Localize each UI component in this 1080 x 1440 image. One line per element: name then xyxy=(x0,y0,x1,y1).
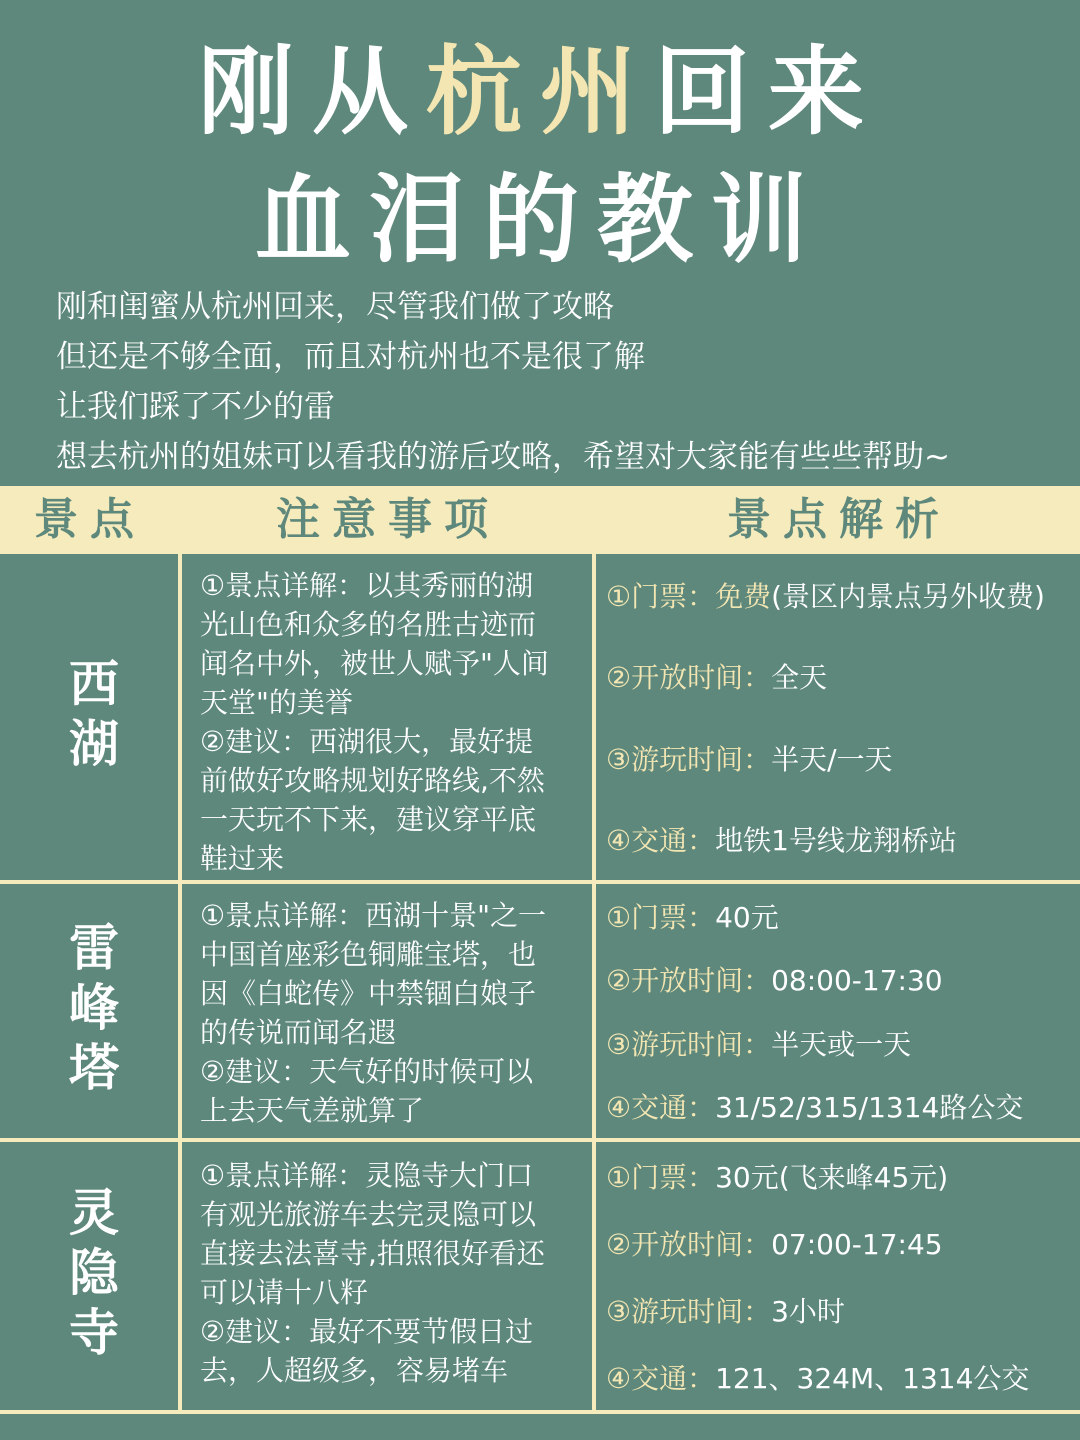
info-key: ②开放时间： xyxy=(606,661,772,695)
notes-line: ①景点详解：灵隐寺大门口 xyxy=(200,1159,534,1192)
info-value: 免费 xyxy=(715,579,772,613)
info-value: 08:00-17:30 xyxy=(771,964,943,998)
notes-line: 直接去法喜寺,拍照很好看还 xyxy=(200,1237,545,1270)
row-notes xyxy=(200,896,578,1130)
info-hours xyxy=(606,1223,1076,1263)
info-ticket xyxy=(606,1156,1076,1196)
row-info xyxy=(606,1142,1076,1410)
intro-text xyxy=(56,282,1056,482)
info-duration xyxy=(606,1290,1076,1330)
row-divider xyxy=(0,1410,1080,1414)
column-divider xyxy=(592,554,596,1414)
info-key: ③游玩时间： xyxy=(606,742,772,776)
info-transport xyxy=(606,1357,1076,1397)
info-value: 40元 xyxy=(715,900,779,934)
info-key: ④交通： xyxy=(606,1361,716,1395)
notes-line: 光山色和众多的名胜古迹而 xyxy=(200,608,537,641)
notes-line: ②建议：最好不要节假日过 xyxy=(200,1315,534,1348)
info-hours xyxy=(606,959,1076,999)
intro-line: 想去杭州的姐妹可以看我的游后攻略，希望对大家能有些些帮助~ xyxy=(56,439,950,475)
attractions-table xyxy=(0,554,1080,1414)
info-key: ④交通： xyxy=(606,824,716,858)
notes-line: ①景点详解：以其秀丽的湖 xyxy=(200,569,534,602)
notes-line: 鞋过来 xyxy=(200,842,285,875)
intro-line: 但还是不够全面，而且对杭州也不是很了解 xyxy=(56,339,645,375)
info-duration xyxy=(606,1023,1076,1063)
info-value: 地铁1号线龙翔桥站 xyxy=(715,824,957,858)
intro-line: 刚和闺蜜从杭州回来，尽管我们做了攻略 xyxy=(56,289,614,325)
info-key: ④交通： xyxy=(606,1091,716,1125)
title-highlight: 杭州 xyxy=(426,36,654,148)
title-part-pre: 刚从 xyxy=(198,36,426,148)
info-key: ③游玩时间： xyxy=(606,1027,772,1061)
info-value-note: (景区内景点另外收费) xyxy=(771,579,1045,613)
title-part-post: 回来 xyxy=(654,36,882,148)
notes-line: ②建议：天气好的时候可以 xyxy=(200,1055,534,1088)
info-transport xyxy=(606,819,1076,859)
info-value: 31/52/315/1314路公交 xyxy=(715,1091,1024,1125)
table-header xyxy=(0,486,1080,554)
info-value: 3小时 xyxy=(771,1294,845,1328)
notes-line: 因《白蛇传》中禁锢白娘子 xyxy=(200,977,537,1010)
info-duration xyxy=(606,738,1076,778)
table-row-spot xyxy=(0,554,180,880)
notes-line: ①景点详解：西湖十景"之一 xyxy=(200,899,546,932)
page-title-line1 xyxy=(0,36,1080,148)
info-ticket xyxy=(606,896,1076,936)
info-value: 121、324M、1314公交 xyxy=(715,1361,1030,1395)
row-info xyxy=(606,554,1076,880)
row-info xyxy=(606,884,1076,1138)
intro-line: 让我们踩了不少的雷 xyxy=(56,389,335,425)
table-row-spot xyxy=(0,884,180,1138)
spot-name: 雷峰塔 xyxy=(61,921,119,1101)
spot-name: 灵隐寺 xyxy=(61,1186,119,1366)
info-key: ②开放时间： xyxy=(606,964,772,998)
notes-line: 上去天气差就算了 xyxy=(200,1094,425,1127)
notes-line: 的传说而闻名遐 xyxy=(200,1016,397,1049)
row-notes xyxy=(200,566,578,878)
info-transport xyxy=(606,1086,1076,1126)
info-value: 07:00-17:45 xyxy=(771,1227,943,1261)
info-key: ②开放时间： xyxy=(606,1227,772,1261)
notes-line: 中国首座彩色铜雕宝塔，也 xyxy=(200,938,537,971)
header-analysis: 景点解析 xyxy=(727,494,951,545)
info-value: 全天 xyxy=(771,661,828,695)
header-notes: 注意事项 xyxy=(276,494,500,545)
info-hours xyxy=(606,656,1076,696)
info-key: ①门票： xyxy=(606,579,716,613)
notes-line: 一天玩不下来，建议穿平底 xyxy=(200,803,537,836)
info-ticket xyxy=(606,575,1076,615)
notes-line: 前做好攻略规划好路线,不然 xyxy=(200,764,545,797)
header-spot: 景点 xyxy=(34,494,146,545)
info-value: 半天/一天 xyxy=(771,742,893,776)
info-value: 半天或一天 xyxy=(771,1027,912,1061)
info-key: ③游玩时间： xyxy=(606,1294,772,1328)
notes-line: 去，人超级多，容易堵车 xyxy=(200,1354,509,1387)
info-value: 30元(飞来峰45元) xyxy=(715,1160,949,1194)
notes-line: 有观光旅游车去完灵隐可以 xyxy=(200,1198,537,1231)
row-notes xyxy=(200,1156,578,1390)
page-title-line2: 血泪的教训 xyxy=(255,164,825,276)
notes-line: ②建议：西湖很大，最好提 xyxy=(200,725,534,758)
info-key: ①门票： xyxy=(606,1160,716,1194)
info-key: ①门票： xyxy=(606,900,716,934)
notes-line: 闻名中外，被世人赋予"人间 xyxy=(200,647,549,680)
spot-name: 西湖 xyxy=(61,657,119,777)
notes-line: 可以请十八籽 xyxy=(200,1276,369,1309)
table-row-spot xyxy=(0,1142,180,1410)
notes-line: 天堂"的美誉 xyxy=(200,686,353,719)
